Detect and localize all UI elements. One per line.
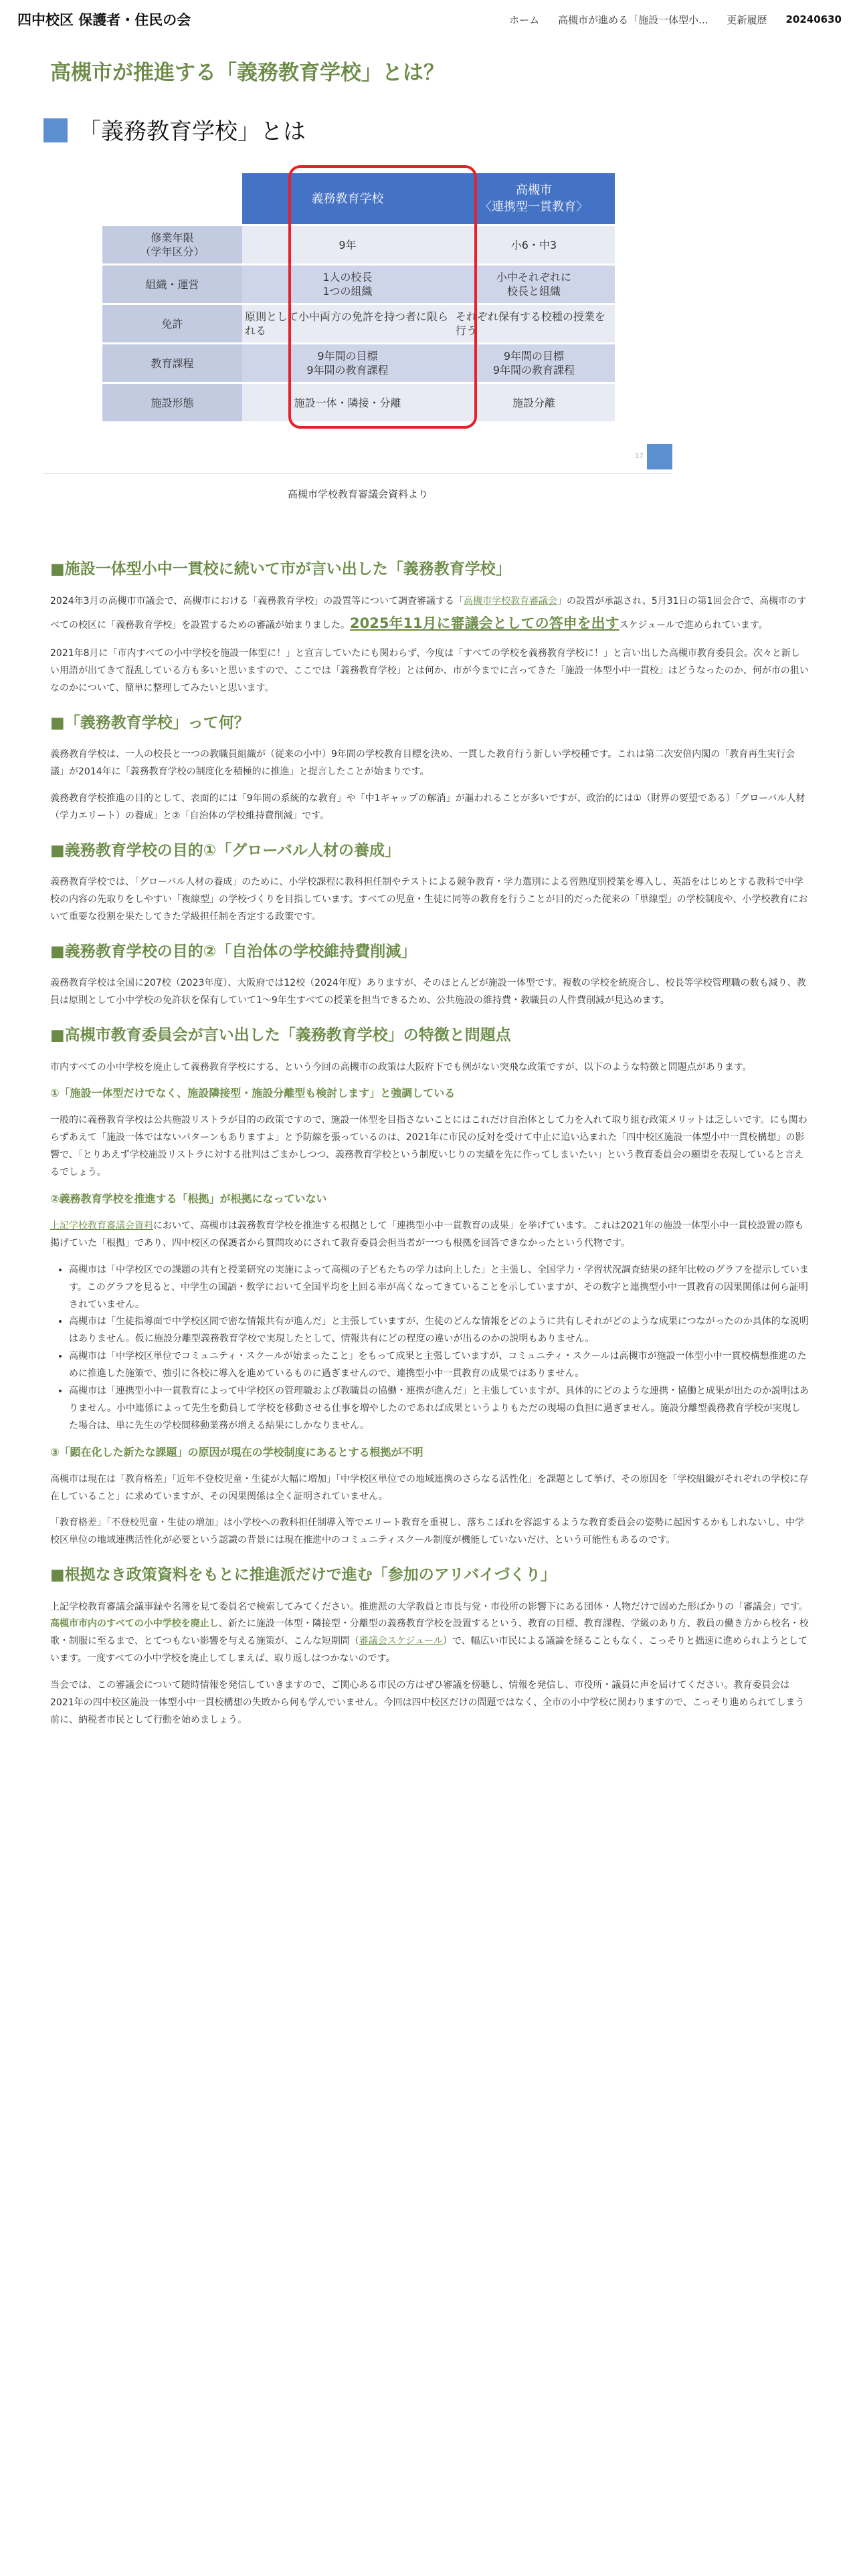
deadline-link[interactable]: 2025年11月に審議会としての答申を出す (350, 615, 619, 631)
text: ）で、幅広い市民による議論を経ることもなく、こっそりと拙速に進められようとしています。一度すべての小中学校を廃止してしまえば、取り返しはつかないのです。 (50, 1636, 808, 1665)
text: 2024年3月の高槻市市議会で、高槻市における「義務教育学校」の設置等について調査審議する「 (50, 595, 464, 607)
text: 」の設置が承認され、5月31日の第1回会合で、高槻市のすべての校区に「義務教育学校」を設置するための審議が始まりました。 (50, 595, 807, 631)
cell-b: 9年間の目標 9年間の教育課程 (453, 344, 615, 383)
red-highlight-box (288, 165, 477, 429)
emphasis-text: 高槻市市内のすべての小中学校を廃止し (50, 1618, 219, 1630)
subheading: ①「施設一体型だけでなく、施設隣接型・施設分離型も検討します」と強調している (50, 1087, 456, 1100)
row-label: 施設形態 (102, 383, 242, 422)
council-link[interactable]: 高槻市学校教育審議会 (463, 595, 557, 607)
header-takatsuki-text: 高槻市 〈連携型一貫教育〉 (479, 183, 588, 215)
section-heading: ■「義務教育学校」って何？ (50, 714, 250, 732)
header-takatsuki (453, 173, 615, 225)
paragraph (50, 1218, 809, 1253)
cell-a: 原則として小中両方の免許を持つ者に限られる (242, 304, 453, 344)
cell-a: 1人の校長 1つの組織 (242, 265, 453, 304)
council-material-link[interactable]: 上記学校教育審議会資料 (50, 1220, 153, 1231)
cell-a: 9年 (242, 225, 453, 265)
section-heading: ■高槻市教育委員会が言い出した「義務教育学校」の特徴と問題点 (50, 1027, 511, 1045)
section-3 (50, 840, 809, 926)
header-gimu: 義務教育学校 (242, 173, 453, 225)
paragraph: 義務教育学校は、一人の校長と一つの教職員組織が（従来の小中）9年間の学校教育目標を決め、一貫した教育行う新しい学校種です。これは第二次安倍内閣の「教育再生実行会議」が2014年に「義務教育学校の制度化を積極的に推進」と提言したことが始まりです。 (50, 749, 795, 778)
image-caption: 高槻市学校教育審議会資料より (287, 488, 428, 501)
site-title[interactable]: 四中校区 保護者・住民の会 (17, 12, 191, 28)
section-heading: ■根拠なき政策資料をもとに推進派だけで進む「参加のアリバイづくり」 (50, 1566, 557, 1584)
subheading: ②義務教育学校を推進する「根拠」が根拠になっていない (50, 1192, 327, 1205)
section-5 (50, 1025, 809, 1549)
subheading: ③「顕在化した新たな課題」の原因が現在の学校制度にあるとする根拠が不明 (50, 1445, 423, 1459)
page-title: 高槻市が推進する「義務教育学校」とは？ (50, 61, 444, 85)
list-item: • 高槻市は「生徒指導面で中学校区間で密な情報共有が進んだ」と主張していますが、生徒のどんな情報をどのように共有しそれがどのような成果につながったのか具体的な説明はありません。仮に施設分離型義務教育学校で実現したとして、情報共有にどの程度の違いが出るのかの説明もありません。 (69, 1313, 809, 1348)
row-label: 免許 (102, 304, 242, 344)
section-heading: ■義務教育学校の目的②「自治体の学校維持費削減」 (50, 943, 417, 961)
nav-project[interactable]: 高槻市が進める「施設一体型小... (558, 13, 708, 26)
paragraph: 義務教育学校では、「グローバル人材の養成」のために、小学校課程に教科担任制やテストによる競争教育・学力選別による習熟度別授業を導入し、英語をはじめとする教科で中学校の内容の先取りをしやすい「複線型」の学校づくりを目指しています。すべての児童・生徒に同等の教育を行うことが目的だった従来の「単線型」の学校制度や、小学校教育において重要な役割を果たしてきた学級担任制を否定する政策です。 (50, 877, 808, 923)
paragraph: 義務教育学校は全国に207校（2023年度）、大阪府では12校（2024年度）ありますが、そのほとんどが施設一体型です。複数の学校を統廃合し、校長等学校管理職の数も減り、教員は原則として小中学校の免許状を保有していて1〜9年生すべての授業を担当できるため、公共施設の維持費・教職員の人件費削減が見込めます。 (50, 978, 806, 1006)
slide-page-number: 17 (635, 453, 644, 461)
section-4 (50, 941, 809, 1010)
text: 上記学校教育審議会議事録や名簿を見て委員名で検索してみてください。推進派の大学教員と市長与党・市役所の影響下にある団体・人物だけで固めた形ばかりの「審議会」です。 (50, 1601, 808, 1612)
paragraph (50, 593, 809, 637)
slide-corner-decoration (647, 444, 672, 469)
nav-history[interactable]: 更新履歴 (727, 13, 767, 26)
cell-b: 施設分離 (453, 383, 615, 422)
section-heading: ■義務教育学校の目的①「グローバル人材の養成」 (50, 842, 401, 860)
list-item: • 高槻市は「中学校区での課題の共有と授業研究の実施によって高槻の子どもたちの学力は向上した」と主張し、全国学力・学習状況調査結果の経年比較のグラフを提示しています。このグラフを見ると、中学生の国語・数学において全国平均を上回る率が高くなってきていることを示していますが、その数字と連携型小中一貫教育の因果関係は何ら証明されていません。 (69, 1262, 809, 1314)
list-item: • 高槻市は「連携型小中一貫教育によって中学校区の管理職および教職員の協働・連携が進んだ」と主張していますが、具体的にどのような連携・協働と成果が出たのか説明はありません。小中連係によって先生を動員して学校を移動させる仕事を増やしたのであれば成果というよりもただの現場の負担に過ぎません。施設分離型義務教育学校が実現した場合は、単に先生の学校間移動業務が増える結果にしかなりません。 (69, 1383, 809, 1435)
section-6 (50, 1564, 809, 1729)
table-corner (102, 173, 242, 225)
cell-a: 9年間の目標 9年間の教育課程 (242, 344, 453, 383)
slide-square-decoration (43, 118, 68, 142)
top-nav (509, 13, 842, 27)
paragraph: 義務教育学校推進の目的として、表面的には「9年間の系統的な教育」や「中1ギャップの解消」が謳われることが多いですが、政治的には①（財界の要望である）「グローバル人材（学力エリート）の養成」と②「自治体の学校維持費削減」です。 (50, 793, 805, 822)
paragraph: 一般的に義務教育学校は公共施設リストラが目的の政策ですので、施設一体型を目指さないことにはこれだけ自治体として力を入れて取り組む政策メリットは乏しいです。にも関わらずあえて「施設一体ではないパターンもありますよ」と予防線を張っているのは、2021年に市民の反対を受けて中止に追い込まれた「四中校区施設一体型小中一貫校構想」の影響で、「とりあえず学校施設リストラに対する批判はごまかしつつ、義務教育学校という制度いじりの実績を先に作ってしまいたい」という教育委員会の願望を表現していると言えるでしょう。 (50, 1115, 807, 1178)
text: スケジュールで進められています。 (619, 619, 768, 631)
row-label: 組織・運営 (102, 265, 242, 304)
text: 、新たに施設一体型・隣接型・分離型の義務教育学校を設置するという、教育の目標、教育課程、学級のあり方、教員の働き方から校名・校歌・制服に至るまで、とてつもない影響を与える施策が、こんな短期間（ (50, 1618, 809, 1647)
schedule-link[interactable]: 審議会スケジュール (359, 1636, 443, 1647)
bullet-list (50, 1262, 809, 1435)
cell-b: 小中それぞれに 校長と組織 (453, 265, 615, 304)
cell-b: 小6・中3 (453, 225, 615, 265)
section-2 (50, 712, 809, 825)
paragraph: 「教育格差」「不登校児童・生徒の増加」は小学校への教科担任制導入等でエリート教育を重視し、落ちこぼれを容認するような教育委員会の姿勢に起因するかもしれないし、中学校区単位の地域連携活性化が必要という認識の背景には現在推進中のコミュニティスクール制度が機能していないだけ、という可能性もあるのです。 (50, 1517, 804, 1546)
row-label: 修業年限 （学年区分） (102, 225, 242, 265)
nav-20240630[interactable]: 20240630 (785, 13, 842, 25)
section-heading: ■施設一体型小中一貫校に続いて市が言い出した「義務教育学校」 (50, 560, 511, 578)
text: において、高槻市は義務教育学校を推進する根拠として「連携型小中一貫教育の成果」を挙げています。これは2021年の施設一体型小中一貫校設置の際も掲げていた「根拠」であり、四中校区の保護者から質問攻めにされて教育委員会担当者が一つも根拠を回答できなかったという代物です。 (50, 1220, 804, 1249)
cell-a: 施設一体・隣接・分離 (242, 383, 453, 422)
paragraph: 高槻市は現在は「教育格差」「近年不登校児童・生徒が大幅に増加」「中学校区単位での地域連携のさらなる活性化」を課題として挙げ、その原因を「学校組織がそれぞれの学校に存在していること」に求めていますが、その因果関係は全く証明されていません。 (50, 1473, 809, 1502)
list-item: • 高槻市は「中学校区単位でコミュニティ・スクールが始まったこと」をもって成果と主張していますが、コミュニティ・スクールは高槻市が施設一体型小中一貫校構想推進のために推進した施策で、強引に各校に導入を進めているものに過ぎませんので、連携型小中一貫教育の成果ではありません。 (69, 1348, 809, 1383)
nav-home[interactable]: ホーム (509, 13, 540, 26)
site-header (0, 0, 859, 39)
slide-title: 「義務教育学校」とは (78, 118, 306, 146)
cell-b: それぞれ保有する校種の授業を行う (453, 304, 615, 344)
paragraph: 2021年8月に「市内すべての小中学校を施設一体型に！」と宣言していたにも関わらず、今度は「すべての学校を義務教育学校に！」と言い出した高槻市教育委員会。次々と新しい用語が出てきて混乱している方も多いと思いますので、ここでは「義務教育学校」とは何か、市が今までに言ってきた「施設一体型小中一貫校」はどうなったのか、何が市の狙いなのかについて、簡単に整理してみたいと思います。 (50, 648, 809, 694)
paragraph (50, 1599, 809, 1669)
comparison-slide-image (43, 112, 672, 473)
paragraph: 当会では、この審議会について随時情報を発信していきますので、ご関心ある市民の方はぜひ審議を傍聴し、情報を発信し、市役所・議員に声を届けてください。教育委員会は2021年の四中校区施設一体型小中一貫校構想の失敗から何も学んでいません。今回は四中校区だけの問題ではなく、全市の小中学校に関わりますので、こっそり進められてしまう前に、納税者市民として行動を始めましょう。 (50, 1680, 805, 1725)
paragraph: 市内すべての小中学校を廃止して義務教育学校にする、という今回の高槻市の政策は大阪府下でも例がない突飛な政策ですが、以下のような特徴と問題点があります。 (50, 1061, 752, 1073)
row-label: 教育課程 (102, 344, 242, 383)
main-content (50, 59, 809, 1739)
section-1 (50, 558, 809, 697)
